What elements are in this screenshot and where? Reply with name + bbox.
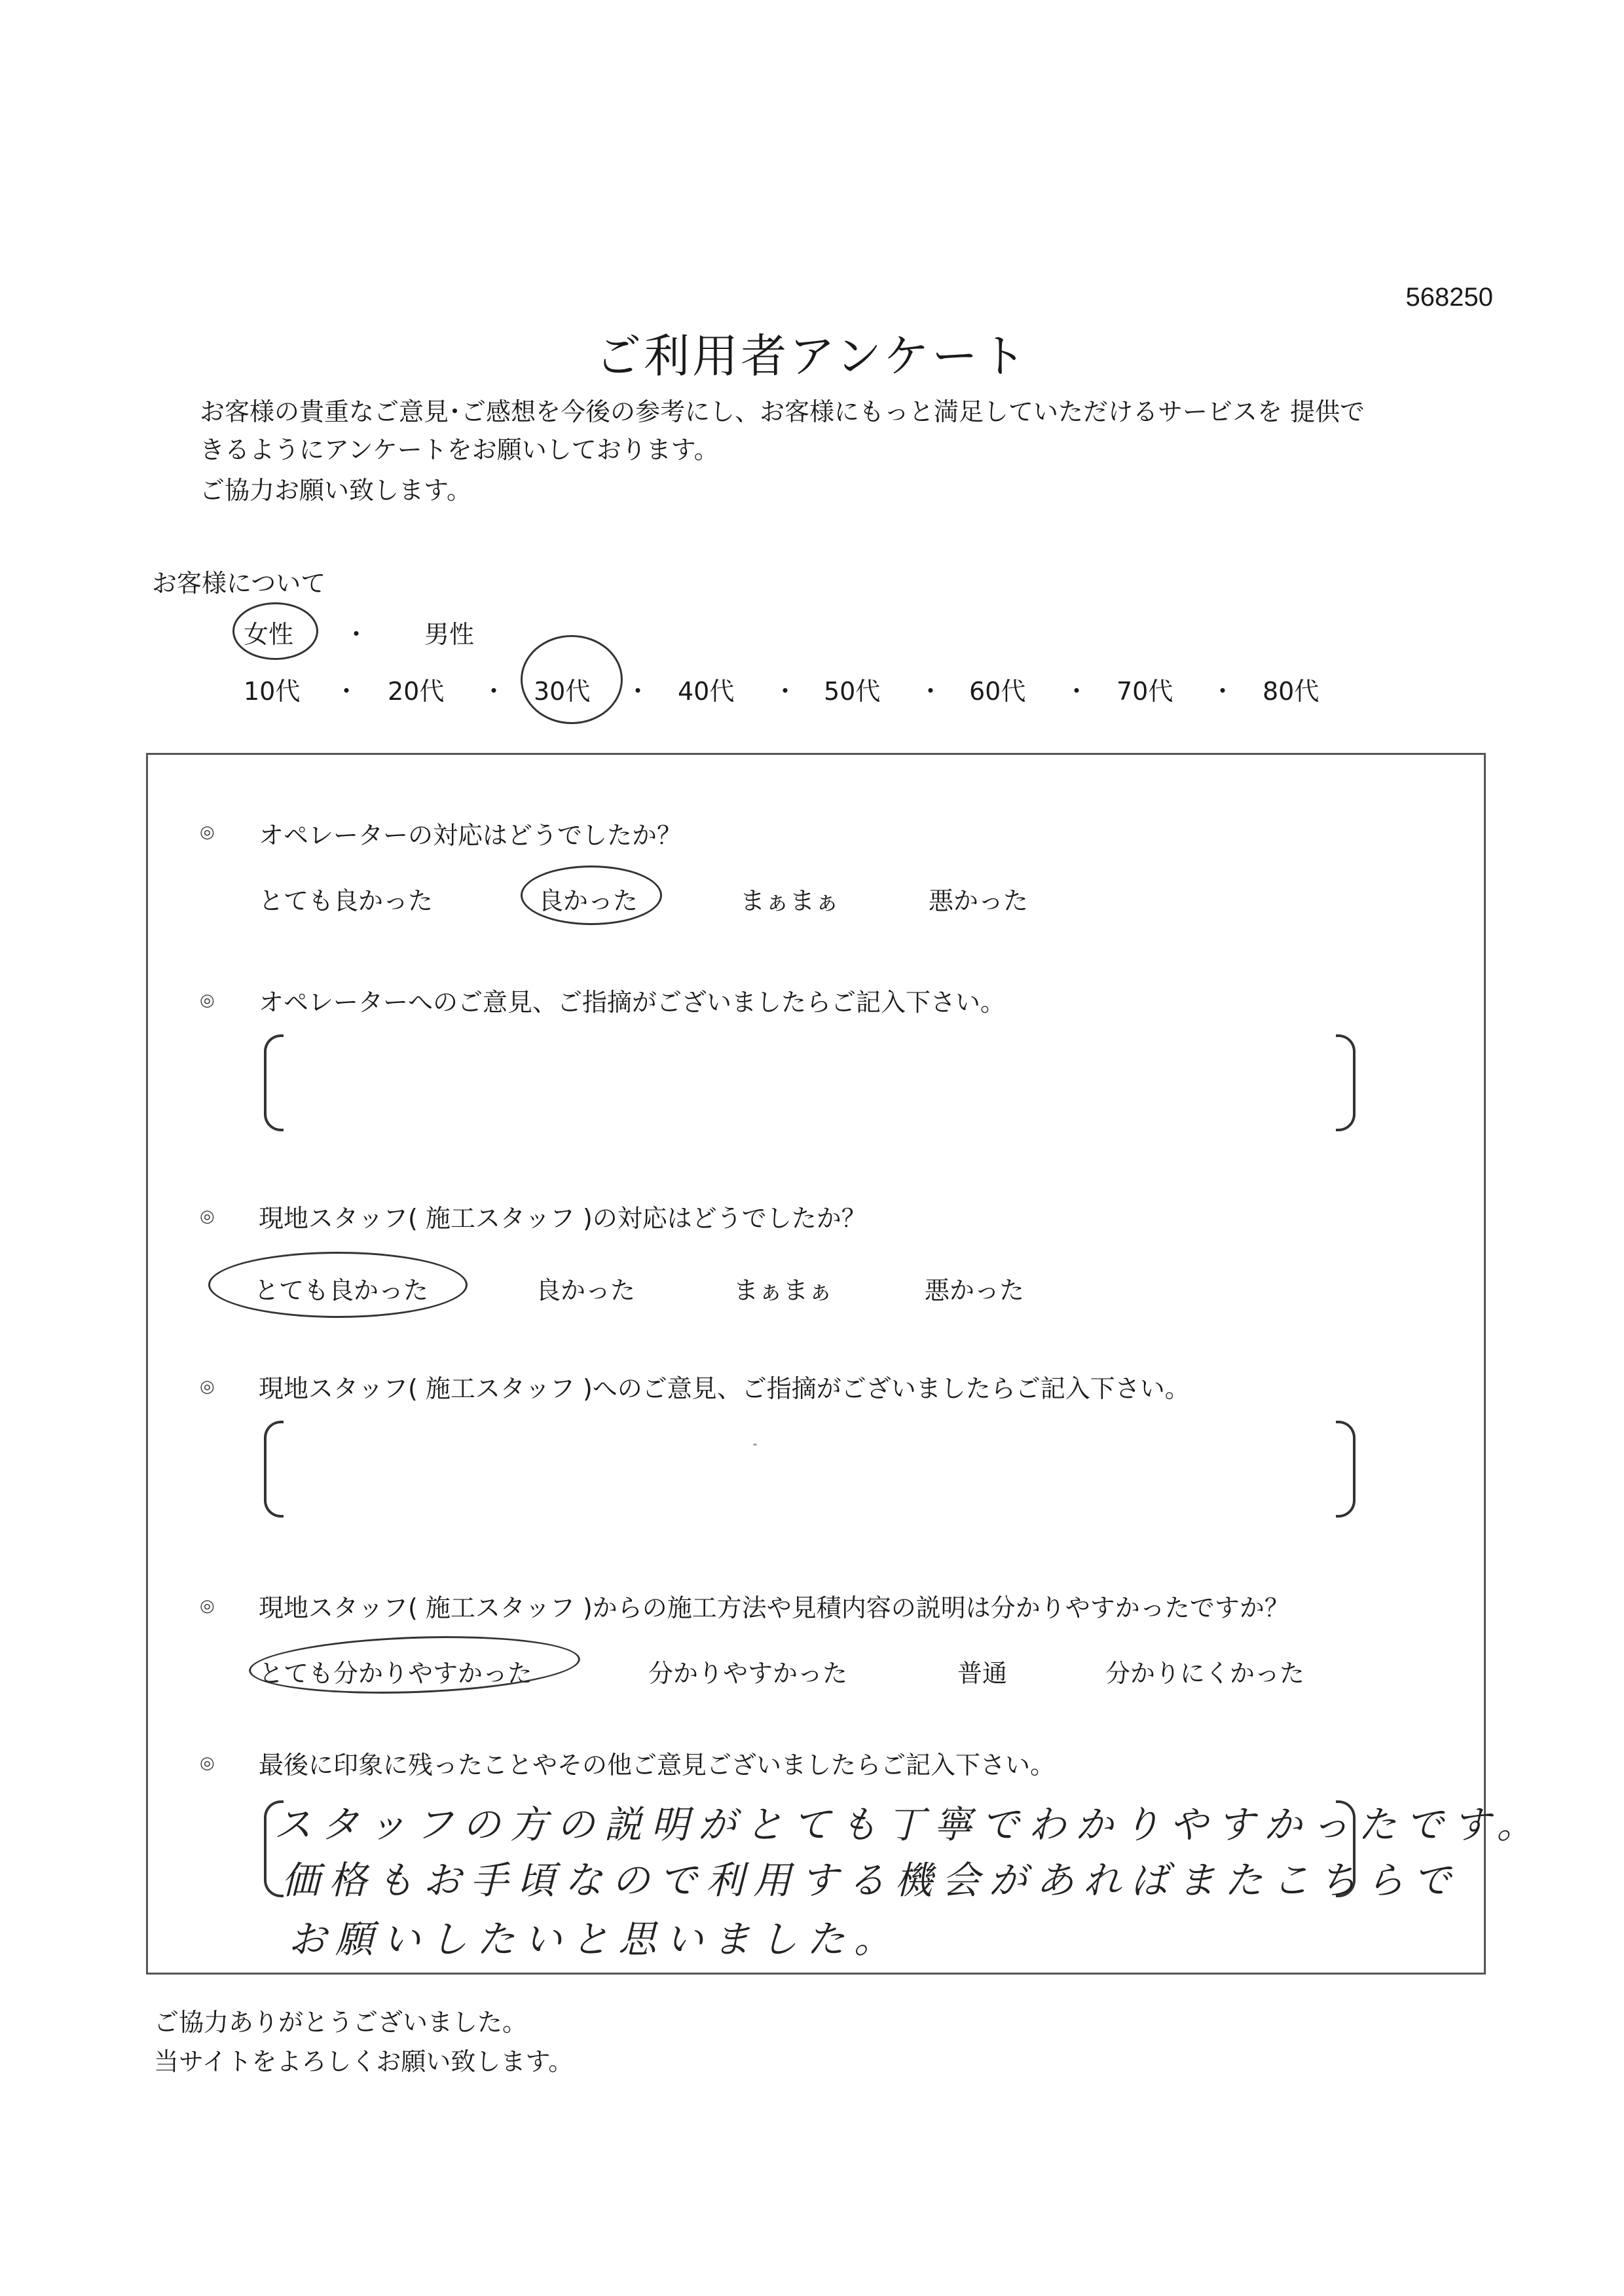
q1-option-very-good[interactable]: とても良かった xyxy=(259,886,434,915)
handwritten-answer-line-1: スタッフの方の説明がとても丁寧でわかりやすかったです。 xyxy=(274,1802,1544,1847)
selection-circle-gender xyxy=(232,602,318,660)
question-1: オペレーターの対応はどうでしたか？ xyxy=(259,821,682,850)
intro-line-1: お客様の貴重なご意見･ご感想を今後の参考にし、お客様にもっと満足していただけるサービスを 提供で xyxy=(200,397,1365,426)
gender-option-male[interactable]: 男性 xyxy=(424,620,475,649)
document-id: 568250 xyxy=(1405,283,1493,312)
age-option-50[interactable]: 50代 xyxy=(824,677,881,706)
q5-option-very-clear[interactable]: とても分かりやすかった xyxy=(259,1659,533,1688)
closing-line-2: 当サイトをよろしくお願い致します。 xyxy=(154,2047,574,2076)
gender-option-female[interactable]: 女性 xyxy=(244,620,294,649)
question-3: 現地スタッフ( 施工スタッフ )の対応はどうでしたか？ xyxy=(259,1204,866,1233)
customer-section-label: お客様について xyxy=(152,569,326,598)
separator: ・ xyxy=(481,677,507,706)
intro-line-2: きるようにアンケートをお願いしております。 xyxy=(200,435,719,464)
bullet-icon: ◎ xyxy=(200,1596,215,1616)
age-option-70[interactable]: 70代 xyxy=(1116,677,1173,706)
separator: ・ xyxy=(625,677,651,706)
q3-option-bad[interactable]: 悪かった xyxy=(925,1276,1025,1305)
closing-line-1: ご協力ありがとうございました。 xyxy=(154,2008,528,2037)
separator: ・ xyxy=(1064,677,1090,706)
questionnaire-box xyxy=(146,753,1486,1975)
q5-option-normal[interactable]: 普通 xyxy=(957,1659,1008,1688)
page-title: ご利用者アンケート xyxy=(595,329,1029,383)
q3-option-good[interactable]: 良かった xyxy=(536,1276,636,1305)
bullet-icon: ◎ xyxy=(200,1753,215,1773)
question-5: 現地スタッフ( 施工スタッフ )からの施工方法や見積内容の説明は分かりやすかったですか？ xyxy=(259,1594,1289,1622)
answer-bracket-left xyxy=(264,1421,284,1518)
q5-option-unclear[interactable]: 分かりにくかった xyxy=(1105,1659,1305,1688)
selection-circle-q1 xyxy=(521,866,662,925)
separator: ・ xyxy=(918,677,944,706)
selection-circle-q3 xyxy=(208,1252,468,1318)
bullet-icon: ◎ xyxy=(200,1377,215,1396)
age-option-30[interactable]: 30代 xyxy=(534,677,591,706)
bullet-icon: ◎ xyxy=(200,822,215,842)
q1-option-ok[interactable]: まぁまぁ xyxy=(740,886,840,915)
q5-option-clear[interactable]: 分かりやすかった xyxy=(648,1659,848,1688)
age-option-20[interactable]: 20代 xyxy=(388,677,445,706)
question-6: 最後に印象に残ったことやその他ご意見ございましたらご記入下さい。 xyxy=(259,1751,1056,1779)
q1-option-good[interactable]: 良かった xyxy=(538,886,638,915)
answer-bracket-right xyxy=(1336,1034,1356,1131)
age-option-40[interactable]: 40代 xyxy=(678,677,735,706)
separator: ・ xyxy=(773,677,798,706)
answer-bracket-right xyxy=(1336,1421,1356,1518)
separator: ・ xyxy=(334,677,360,706)
selection-circle-age xyxy=(521,635,623,724)
separator: ・ xyxy=(344,620,369,649)
scan-speck xyxy=(753,1444,757,1446)
age-option-60[interactable]: 60代 xyxy=(969,677,1026,706)
q1-option-bad[interactable]: 悪かった xyxy=(929,886,1029,915)
separator: ・ xyxy=(1210,677,1236,706)
handwritten-answer-line-3: お願いしたいと思いました。 xyxy=(288,1917,902,1961)
q3-option-very-good[interactable]: とても良かった xyxy=(254,1276,429,1305)
age-option-80[interactable]: 80代 xyxy=(1263,677,1320,706)
question-2: オペレーターへのご意見、ご指摘がございましたらご記入下さい。 xyxy=(259,988,1006,1017)
intro-line-3: ご協力お願い致します。 xyxy=(200,476,471,505)
bullet-icon: ◎ xyxy=(200,991,215,1010)
question-4: 現地スタッフ( 施工スタッフ )へのご意見、ご指摘がございましたらご記入下さい。 xyxy=(259,1374,1190,1403)
answer-bracket-left xyxy=(264,1034,284,1131)
handwritten-answer-line-2: 価格もお手頃なので利用する機会があればまたこちらで xyxy=(282,1858,1460,1903)
bullet-icon: ◎ xyxy=(200,1207,215,1226)
q3-option-ok[interactable]: まぁまぁ xyxy=(733,1276,834,1305)
age-option-10[interactable]: 10代 xyxy=(244,677,301,706)
